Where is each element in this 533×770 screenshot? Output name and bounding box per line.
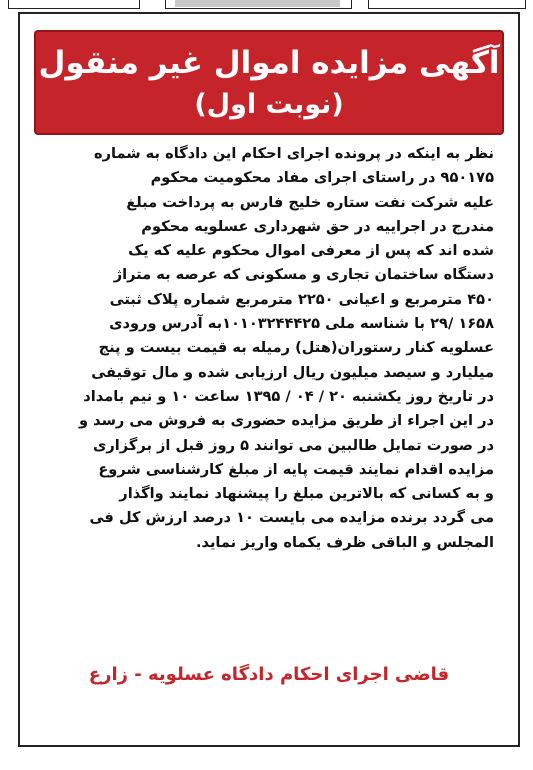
notice-body-line: شده اند که پس از معرفی اموال محکوم علیه که یک [128,242,494,260]
notice-body-line: در تاریخ روز یکشنبه ۲۰ / ۰۴ / ۱۳۹۵ ساعت ۱۰ و نیم بامداد [83,387,494,405]
notice-body-line: می گردد برنده مزایده می بایست ۱۰ درصد ارزش کل فی [89,509,494,527]
notice-body-line: مزایده اقدام نمایند قیمت پایه از مبلغ کارشناسی شروع [98,460,494,478]
notice-body-line: علیه شرکت نفت ستاره خلیج فارس به پرداخت مبلغ [126,193,494,211]
notice-body-line: المجلس و الباقی ظرف یکماه واریز نماید. [195,533,494,551]
notice-body-line: ۹۵۰۱۷۵ در راستای اجرای مفاد محکومیت محکوم [150,169,494,187]
notice-body-line: ۱۶۵۸ /۲۹ با شناسه ملی ۱۰۱۰۳۲۴۴۴۲۵به آدرس ورودی [109,315,494,333]
adjacent-ads-strip [0,0,533,12]
notice-body-line: میلیارد و سیصد میلیون ریال ارزیابی شده و مال توقیفی [91,363,494,381]
notice-subtitle: (نوبت اول) [194,89,344,120]
notice-body-line: و به کسانی که بالاترین مبلغ را پیشنهاد نمایند واگذار [119,485,494,503]
notice-body [48,142,494,555]
notice-title: آگهی مزایده اموال غیر منقول [38,45,500,81]
notice-header [34,30,504,135]
notice-body-line: مندرج در اجراییه در حق شهرداری عسلویه محکوم [141,217,494,235]
notice-body-line: ۴۵۰ مترمربع و اعیانی ۲۲۵۰ مترمربع شماره پلاک ثبتی [109,290,494,308]
adjacent-ad-gray-bar [175,0,340,7]
notice-body-line: در صورت تمایل طالبین می توانند ۵ روز قبل از برگزاری [93,436,494,454]
notice-body-line: دستگاه ساختمان تجاری و مسکونی که عرصه به متراژ [113,266,494,284]
adjacent-ad-fragment [368,0,526,9]
auction-notice [18,12,520,747]
adjacent-ad-fragment [8,0,140,9]
notice-signature: قاضی اجرای احکام دادگاه عسلویه - زارع [88,664,450,685]
notice-body-line: نظر به اینکه در پرونده اجرای احکام این دادگاه به شماره [93,145,494,162]
notice-body-line: عسلویه کنار رستوران(هتل) رمیله به قیمت بیست و پنج [98,339,494,357]
notice-body-line: در این اجراء از طریق مزایده حضوری به فروش می رسد و [78,412,494,430]
